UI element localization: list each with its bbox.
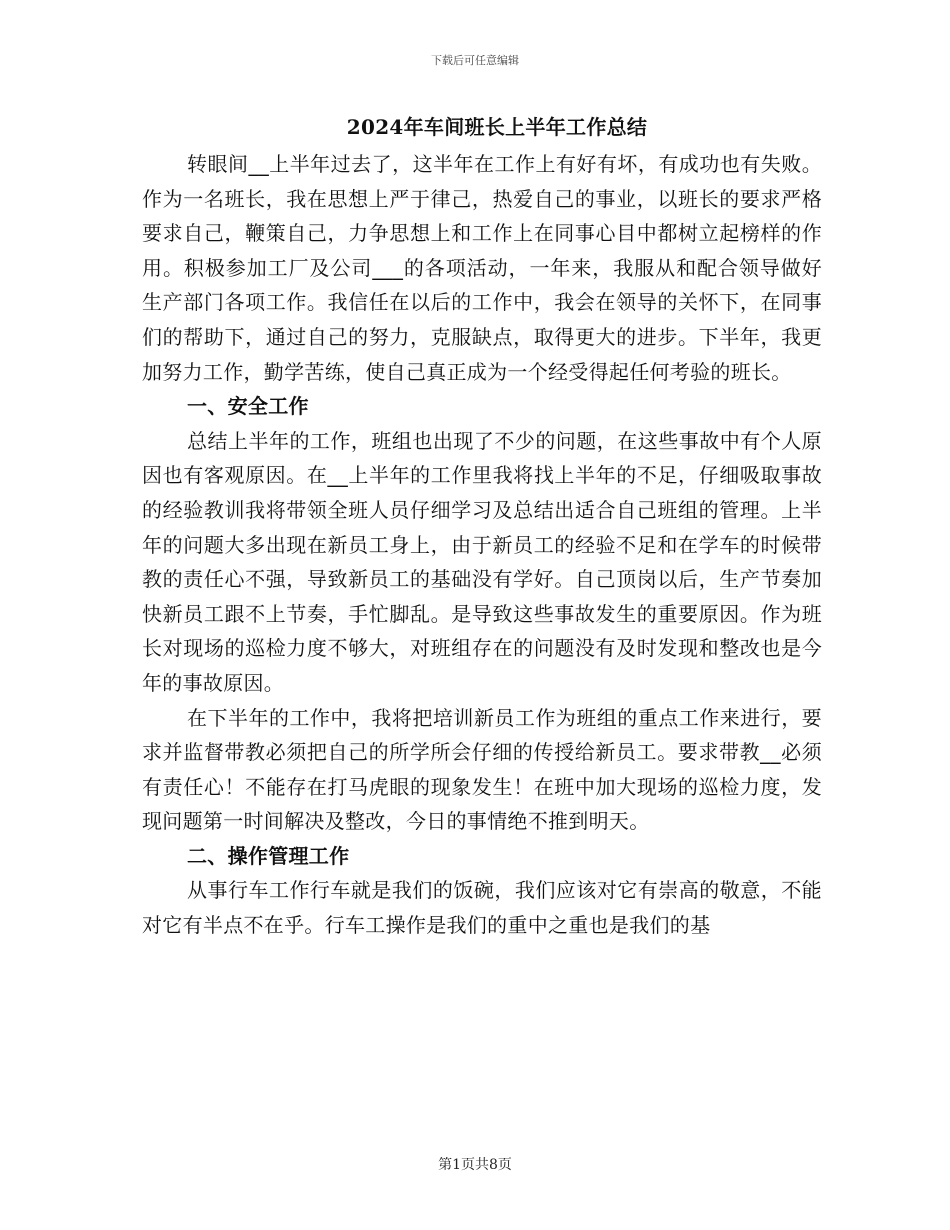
safety-paragraph-2: 在下半年的工作中，我将把培训新员工作为班组的重点工作来进行，要求并监督带教必须把自己的所学所会仔细的传授给新员工。要求带教__必须有责任心！不能存在打马虎眼的现象发生！在班中加大现场的巡检力度，发现问题第一时间解决及整改，今日的事情绝不推到明天。 [142, 705, 822, 834]
intro-paragraph: 转眼间__上半年过去了，这半年在工作上有好有坏，有成功也有失败。作为一名班长，我在思想上严于律己，热爱自己的事业，以班长的要求严格要求自己，鞭策自己，力争思想上和工作上在同事心目中都树立起榜样的作用。积极参加工厂及公司___的各项活动，一年来，我服从和配合领导做好生产部门各项工作。我信任在以后的工作中，我会在领导的关怀下，在同事们的帮助下，通过自己的努力，克服缺点，取得更大的进步。下半年，我更加努力工作，勤学苦练，使自己真正成为一个经受得起任何考验的班长。 [142, 152, 822, 384]
header-note: 下载后可任意编辑 [431, 54, 519, 67]
section-heading-operation: 二、操作管理工作 [187, 843, 350, 868]
section-heading-safety: 一、安全工作 [187, 394, 309, 419]
operation-paragraph-1: 从事行车工作行车就是我们的饭碗，我们应该对它有崇高的敬意，不能对它有半点不在乎。行车工操作是我们的重中之重也是我们的基 [142, 878, 822, 938]
document-title: 2024年车间班长上半年工作总结 [346, 115, 648, 139]
document-body [142, 110, 822, 943]
safety-paragraph-1: 总结上半年的工作，班组也出现了不少的问题，在这些事故中有个人原因也有客观原因。在__上半年的工作里我将找上半年的不足，仔细吸取事故的经验教训我将带领全班人员仔细学习及总结出适合自己班组的管理。上半年的问题大多出现在新员工身上，由于新员工的经验不足和在学车的时候带教的责任心不强，导致新员工的基础没有学好。自己顶岗以后，生产节奏加快新员工跟不上节奏，手忙脚乱。是导致这些事故发生的重要原因。作为班长对现场的巡检力度不够大，对班组存在的问题没有及时发现和整改也是今年的事故原因。 [142, 428, 822, 695]
page-number-footer: 第1页共8页 [438, 1157, 512, 1173]
